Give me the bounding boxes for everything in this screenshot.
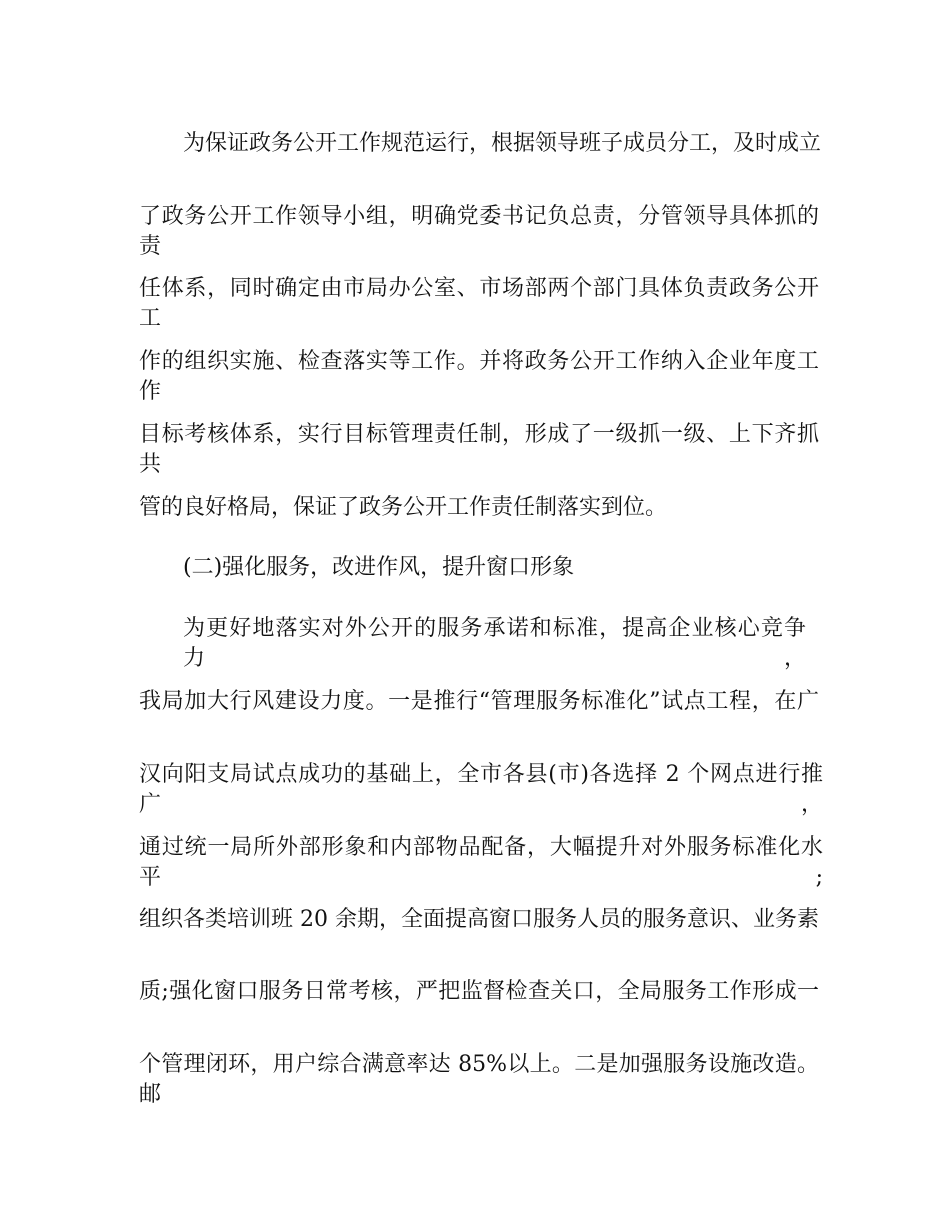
paragraph-1-line-1: 为保证政务公开工作规范运行，根据领导班子成员分工，及时成立 — [183, 131, 822, 156]
paragraph-1-line-5: 目标考核体系，实行目标管理责任制，形成了一级抓一级、上下齐抓共 — [139, 422, 819, 477]
section-heading: (二)强化服务，改进作风，提升窗口形象 — [183, 555, 575, 580]
paragraph-2-line-5: 组织各类培训班 20 余期，全面提高窗口服务人员的服务意识、业务素 — [139, 907, 819, 932]
paragraph-2-line-4: 通过统一局所外部形象和内部物品配备，大幅提升对外服务标准化水平; — [139, 835, 823, 890]
paragraph-2-line-2: 我局加大行风建设力度。一是推行“管理服务标准化”试点工程，在广 — [139, 689, 819, 714]
paragraph-1-line-3: 任体系，同时确定由市局办公室、市场部两个部门具体负责政务公开工 — [139, 276, 819, 331]
paragraph-1-line-6: 管的良好格局，保证了政务公开工作责任制落实到位。 — [139, 495, 668, 520]
paragraph-1-line-4: 作的组织实施、检查落实等工作。并将政务公开工作纳入企业年度工作 — [139, 349, 819, 404]
paragraph-2-line-7: 个管理闭环，用户综合满意率达 85%以上。二是加强服务设施改造。邮 — [139, 1052, 819, 1107]
paragraph-2-line-1: 为更好地落实对外公开的服务承诺和标准，提高企业核心竞争力， — [183, 616, 806, 671]
paragraph-2-line-6: 质;强化窗口服务日常考核，严把监督检查关口，全局服务工作形成一 — [139, 979, 819, 1004]
paragraph-1-line-2: 了政务公开工作领导小组，明确党委书记负总责，分管领导具体抓的责 — [139, 204, 819, 259]
paragraph-2-line-3: 汉向阳支局试点成功的基础上，全市各县(市)各选择 2 个网点进行推广， — [139, 762, 823, 817]
